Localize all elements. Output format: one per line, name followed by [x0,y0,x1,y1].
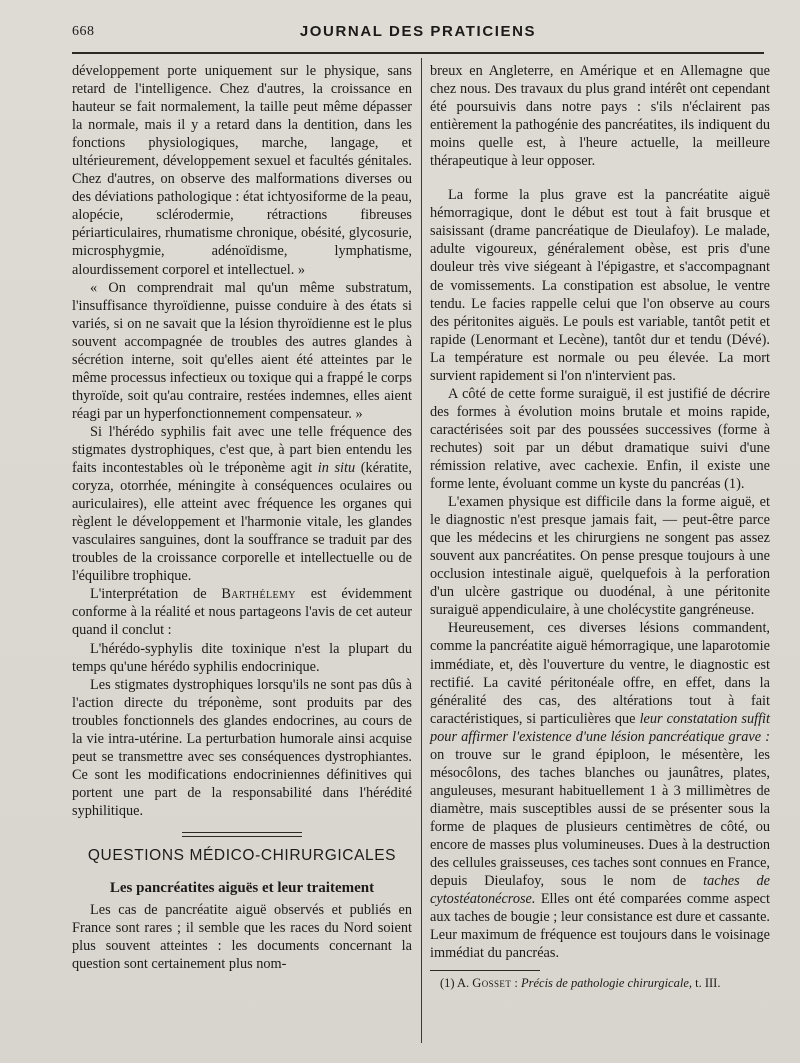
right-column [430,62,770,991]
text-run: L'interprétation de [90,586,207,603]
paragraph [72,423,412,585]
italic-term: taches de cytostéatonécrose. [430,873,771,908]
paragraph [72,585,412,639]
footnote-volume: t. III. [695,976,721,991]
footnote-rule [430,970,540,971]
paragraph: breux en Angleterre, en Amérique et en Allemagne que chez nous. Des travaux du plus grand intérêt ont cependant été poursuivis dans notre pays : s'ils n'éclairent pas entièrement la pathogénie des pancréatites, ils indiquent du moins quelle est, à l'heure actuelle, la meilleure thérapeutique à leur opposer. [430,63,770,170]
section-title: QUESTIONS MÉDICO-CHIRURGICALES [87,846,397,864]
italic-term: in situ [317,460,356,477]
paragraph: La forme la plus grave est la pancréatite aiguë hémorragique, dont le début est tout à fait brusque et saisissant (drame pancréatique de Dieulafoy). Le malade, adulte vigoureux, généralement obèse, est pris d'une douleur très vive siégeant à l'épigastre, et s'accompagnant de vomissements. La constipation est absolue, le ventre tendu. Le facies rappelle celui que l'on observe au cours des péritonites aiguës. Le pouls est variable, tantôt petit et rapide (Lenormant et Lecène), tantôt dur et tendu (Dévé). La température est normale ou peu élevée. La mort survient rapidement si l'on n'intervient pas. [430,187,770,384]
journal-title: JOURNAL DES PRATICIENS [299,23,537,40]
page-number: 668 [72,24,95,39]
footnote-author: Gosset [472,976,512,991]
left-column [72,62,412,973]
article-intro: Les cas de pancréatite aiguë observés et publiés en France sont rares ; il semble que les races du Nord soient plus souvent atteintes : les documents concernant la question sont certainement plus nom- [72,902,412,973]
paragraph: L'examen physique est difficile dans la forme aiguë, et le diagnostic n'est presque jamais fait, — peut-être parce que les médecins et les chirurgiens ne songent pas assez souvent aux pancréatites. On pense presque toujours à une occlusion intestinale aiguë, quelquefois à la perforation d'un ulcère gastrique ou duodénal, à une péritonite suraiguë appendiculaire, à une cholécystite gangréneuse. [430,494,770,619]
column-divider [421,58,422,1043]
section-separator [182,832,302,837]
paragraph: Les stigmates dystrophiques lorsqu'ils ne sont pas dûs à l'action directe du tréponème, sont produits par des troubles fonctionnels des glandes endocrines, au cours de la vie intra-utérine. La perturbation humorale ainsi acquise peut se transmettre avec ses conséquences dystrophiantes. Ce sont les modifications endocriniennes définitives qui portent une part de la responsabilité dans l'hérédité syphilitique. [72,676,412,819]
author-name: Barthélemy [221,586,296,603]
text-run: Si l'hérédo syphilis fait avec une telle fréquence des stigmates dystrophiques, c'est que, à part bien entendu les faits incontestables où le tréponème agit [72,423,412,477]
paragraph-conclusion: L'hérédo-syphylis dite toxinique n'est la plupart du temps qu'une hérédo syphilis endocrinique. [72,640,412,675]
paragraph: A côté de cette forme suraiguë, il est justifié de décrire des formes à évolution moins brutale et moins rapide, caractérisées soit par des poussées successives (forme à rechutes) soit par un début dramatique suivi d'une rémission relative, avec cachexie. Enfin, il existe une forme lente, évoluant comme un kyste du pancréas (1). [430,385,770,493]
paragraph [430,619,770,962]
text-run: on trouve sur le grand épiploon, le mésentère, les mésocôlons, des taches blanches ou jaunâtres, plates, anguleuses, mesurant habituellement 1 à 3 millimètres de diamètre, mais susceptibles aussi de se présenter sous la forme de plaques de plusieurs centimètres de côté, ou encore de masses plus volumineuses. Dues à la destruction des cellules graisseuses, ces taches sont connues en France, depuis Dieulafoy, sous le nom de [430,746,770,890]
paragraph-quote: « On comprendrait mal qu'un même substratum, l'insuffisance thyroïdienne, puisse conduire à des états si variés, si on ne savait que la lésion thyroïdienne est le plus souvent accompagnée de troubles des autres glandes à sécrétion interne, soit qu'elles aient été atteintes par le même processus infectieux ou toxique qui a frappé le corps thyroïde, soit qu'au contraire, restées indemnes, elles aient réagi par un hyperfonctionnement compensateur. » [72,279,412,422]
footnote-marker: (1) A. [440,976,470,991]
text-run: est évidemment conforme à la réalité et nous partageons l'avis de cet auteur quand il conclut : [72,586,412,639]
footnote-work: Précis de pathologie chirurgicale, [520,976,692,991]
paragraph: développement porte uniquement sur le physique, sans retard de l'intelligence. Chez d'autres, la croissance en hauteur se fait normalement, la taille peut même dépasser la normale, mais il y a retard dans la dentition, dans les fonctions physiologiques, marche, langage, et ultérieurement, développement sexuel et facultés génitales. Chez d'autres, on observe des malformations diverses ou des déviations pathologique : état ichtyosiforme de la peau, alopécie, sclérodermie, rétractions fibreuses périarticulaires, rhumatisme chronique, obésité, glycosurie, microsphygmie, adénoïdisme, lymphatisme, alourdissement corporel et intellectuel. » [72,63,412,278]
footnote: (1) A. Gosset : Précis de pathologie chirurgicale, t. III. [440,976,721,991]
text-run: Heureusement, ces diverses lésions commandent, comme la pancréatite aiguë hémorragique, une laparotomie immédiate, et, dès l'ouverture du ventre, le diagnostic est rectifié. La cavité péritonéale offre, en effet, dans la généralité des cas, des altérations tout à fait caractéristiques, si particulières que [430,620,770,727]
article-title: Les pancréatites aiguës et leur traitement [109,880,375,897]
header-rule [72,52,764,54]
page-header [72,22,764,48]
text-run: (kératite, coryza, otorrhée, méningite à conséquences oculaires ou auriculaires), elle atteint avec fréquence les organes qui règlent le développement et l'harmonie vitale, les glandes vasculaires sanguines, dont la souffrance se traduit par des troubles de la croissance corporelle et intellectuelle ou de l'équilibre trophique. [72,460,412,585]
italic-phrase: leur constatation suffit pour affirmer l'existence d'une lésion pancréatique grave : [430,710,770,745]
text-run: Elles ont été comparées comme aspect aux taches de bougie ; leur consistance est dure et cassante. Leur maximum de fréquence est toujours dans le voisinage immédiat du pancréas. [430,891,770,962]
